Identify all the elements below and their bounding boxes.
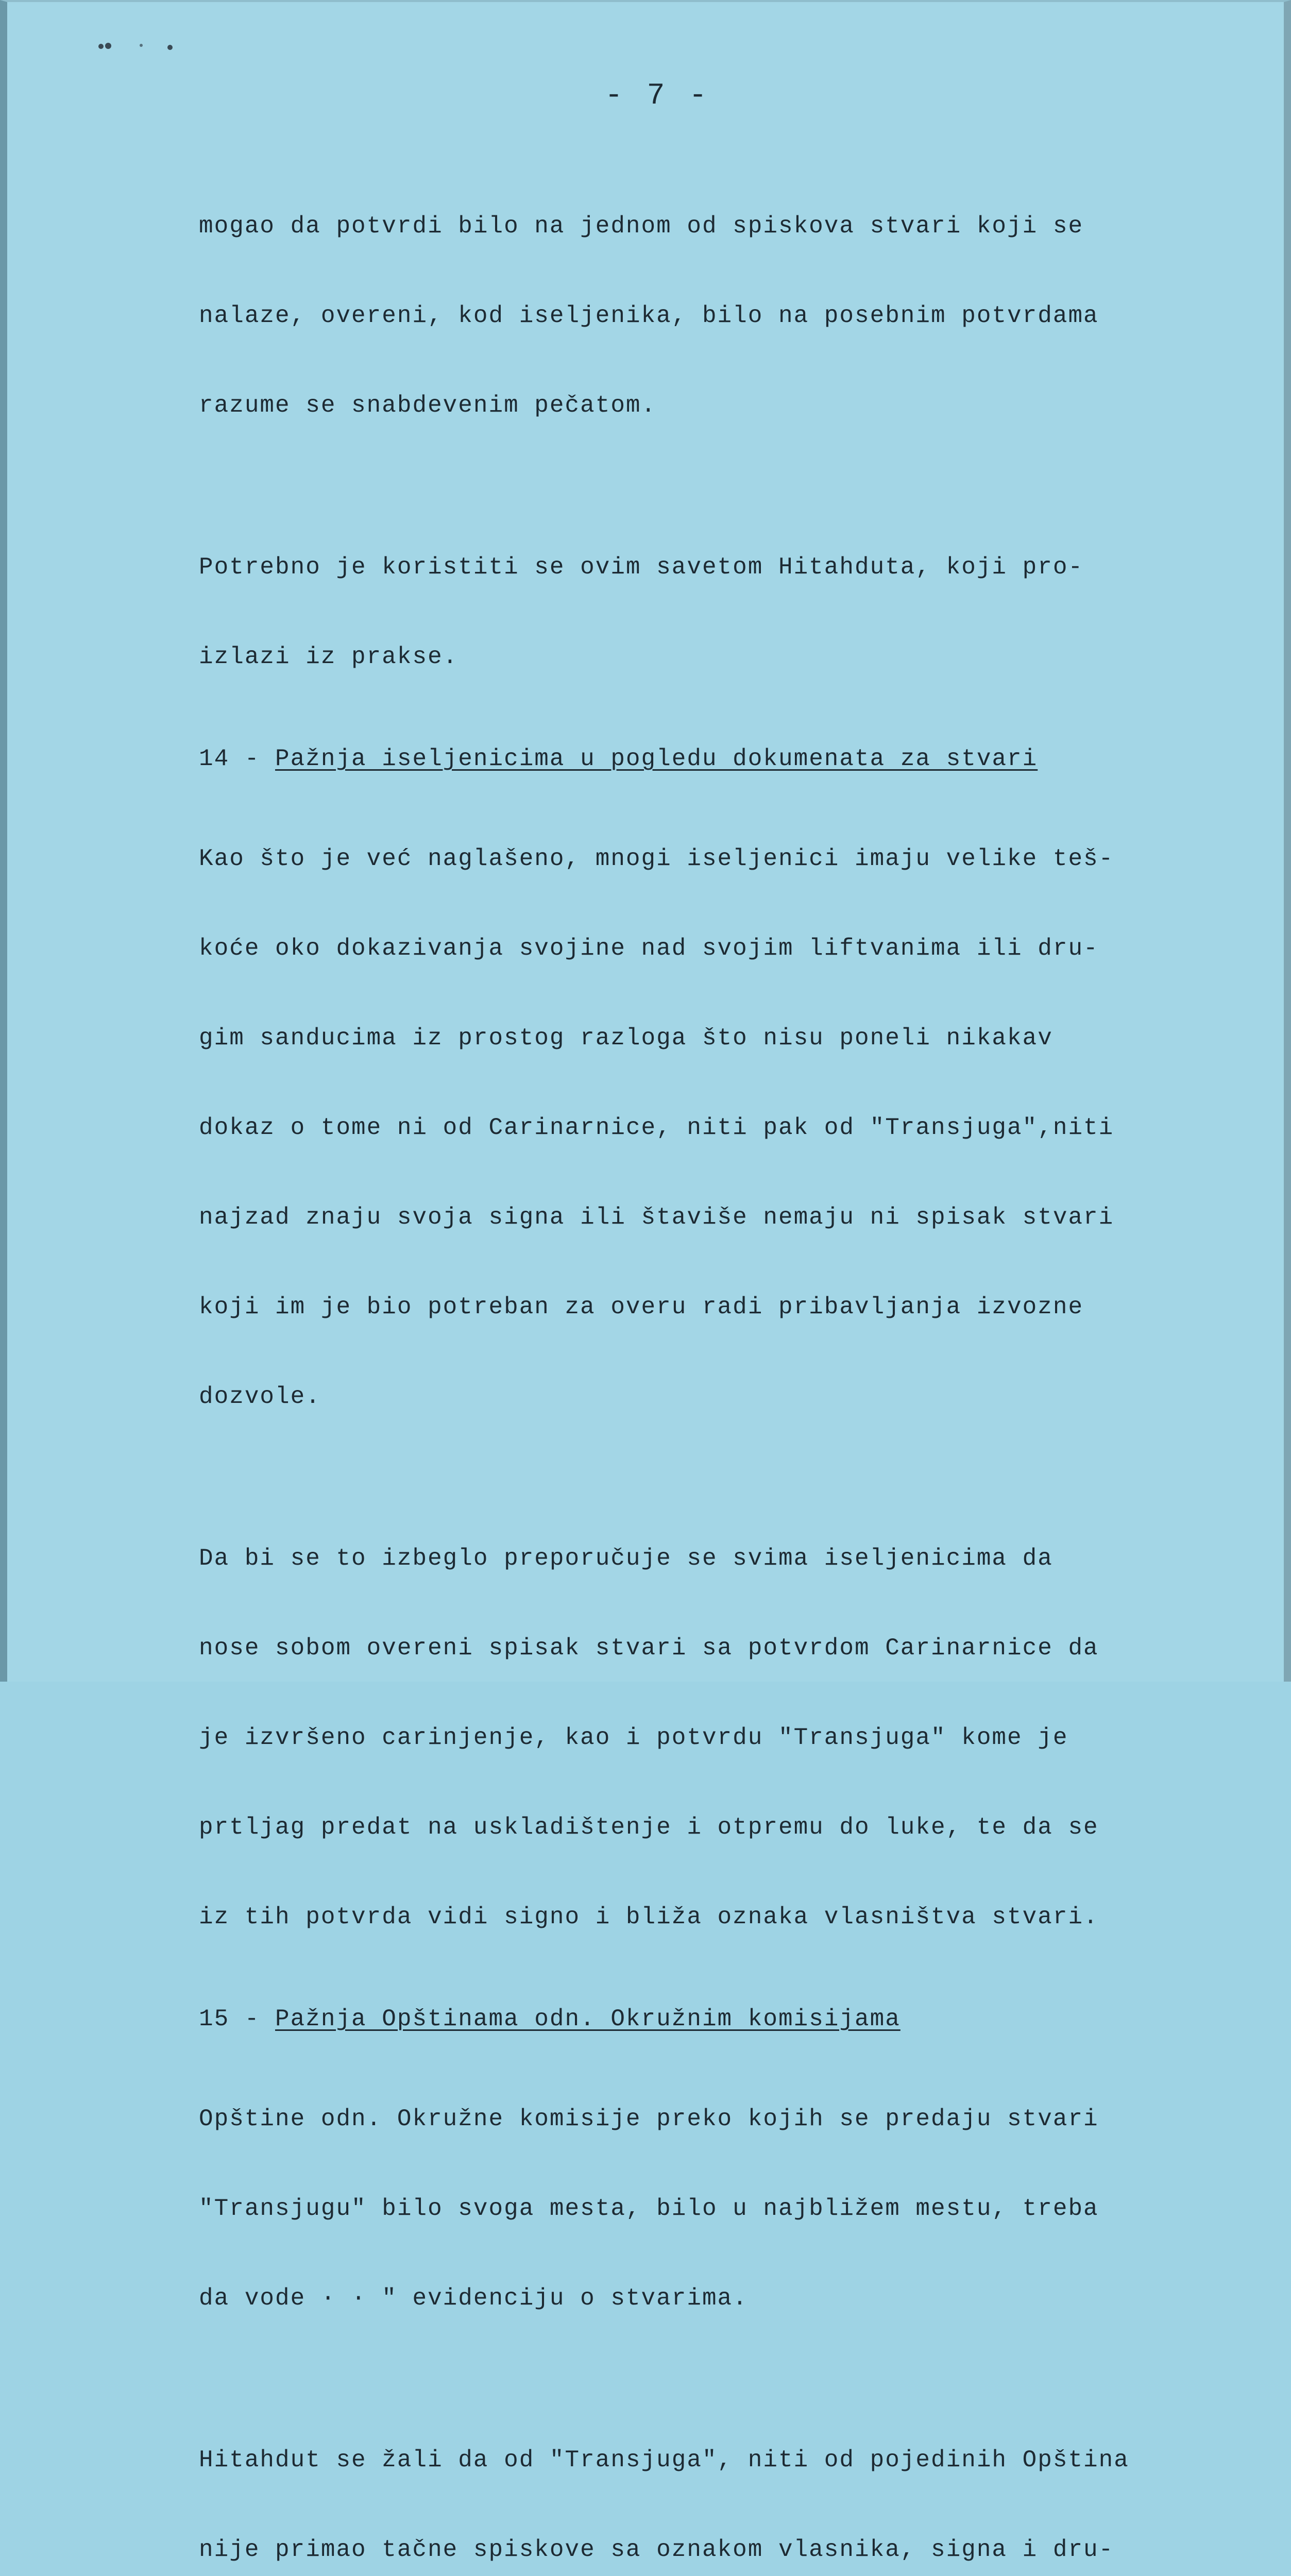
text-line: razume se snabdevenim pečatom. bbox=[199, 392, 657, 419]
text-line: nije primao tačne spiskove sa oznakom vlasnika, signa i dru- bbox=[199, 2536, 1114, 2563]
text-line: Potrebno je koristiti se ovim savetom Hitahduta, koji pro- bbox=[199, 554, 1084, 581]
text-line: iz tih potvrda vidi signo i bliža oznaka vlasništva stvari. bbox=[199, 1904, 1099, 1930]
paragraph bbox=[199, 493, 1178, 732]
section-heading-14 bbox=[199, 744, 1178, 774]
text-line: Hitahdut se žali da od "Transjuga", niti od pojedinih Opština bbox=[199, 2447, 1129, 2473]
text-line: Kao što je već naglašeno, mnogi iseljenici imaju velike teš- bbox=[199, 845, 1114, 872]
paragraph bbox=[199, 1484, 1178, 1992]
text-line: Opštine odn. Okružne komisije preko kojih se predaju stvari bbox=[199, 2106, 1099, 2132]
text-line: gim sanducima iz prostog razloga što nisu poneli nikakav bbox=[199, 1025, 1053, 1052]
paragraph bbox=[199, 2044, 1178, 2373]
document-body bbox=[199, 151, 1178, 2576]
section-heading-15 bbox=[199, 2004, 1178, 2034]
text-line: mogao da potvrdi bilo na jednom od spiskova stvari koji se bbox=[199, 213, 1084, 240]
page-number: - 7 - bbox=[605, 79, 710, 113]
text-line: koće oko dokazivanja svojine nad svojim liftvanima ili dru- bbox=[199, 935, 1099, 962]
corner-ink-marks bbox=[95, 38, 182, 54]
text-line: koji im je bio potreban za overu radi pribavljanja izvozne bbox=[199, 1294, 1084, 1320]
text-line: izlazi iz prakse. bbox=[199, 643, 458, 670]
text-line: Da bi se to izbeglo preporučuje se svima iseljenicima da bbox=[199, 1545, 1053, 1572]
text-line: nalaze, overeni, kod iseljenika, bilo na posebnim potvrdama bbox=[199, 302, 1099, 329]
paragraph bbox=[199, 784, 1178, 1471]
text-line: dokaz o tome ni od Carinarnice, niti pak od "Transjuga",niti bbox=[199, 1114, 1114, 1141]
section-title: Pažnja iseljenicima u pogledu dokumenata za stvari bbox=[275, 745, 1038, 772]
text-line: "Transjugu" bilo svoga mesta, bilo u najbližem mestu, treba bbox=[199, 2195, 1099, 2222]
text-line: nose sobom overeni spisak stvari sa potvrdom Carinarnice da bbox=[199, 1635, 1099, 1662]
text-line: je izvršeno carinjenje, kao i potvrdu "Transjuga" kome je bbox=[199, 1724, 1068, 1751]
section-number: 14 - bbox=[199, 745, 276, 772]
text-line: najzad znaju svoja signa ili štaviše nemaju ni spisak stvari bbox=[199, 1204, 1114, 1231]
text-line: dozvole. bbox=[199, 1383, 321, 1410]
paragraph bbox=[199, 2385, 1178, 2576]
paragraph bbox=[199, 151, 1178, 480]
section-number: 15 - bbox=[199, 2006, 276, 2032]
text-line: prtljag predat na uskladištenje i otpremu do luke, te da se bbox=[199, 1814, 1099, 1841]
text-line: da vode · · " evidenciju o stvarima. bbox=[199, 2285, 748, 2312]
section-title: Pažnja Opštinama odn. Okružnim komisijama bbox=[275, 2006, 901, 2032]
